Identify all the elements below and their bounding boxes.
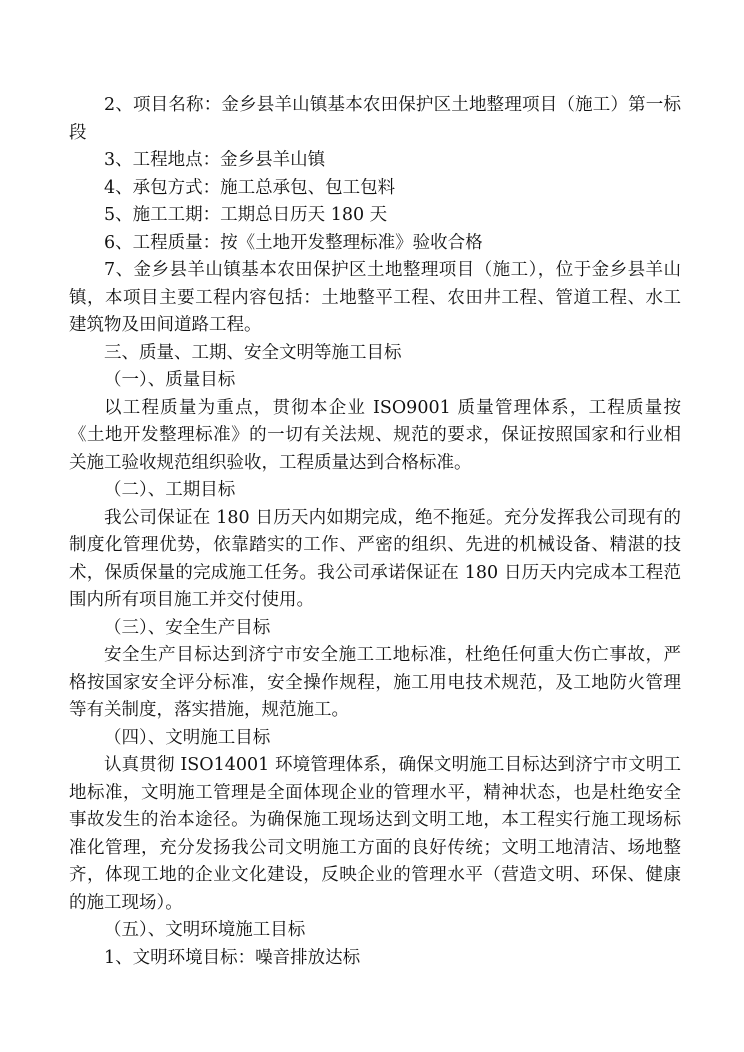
- subheading-environment-goal: （五）、文明环境施工目标: [104, 920, 306, 940]
- subheading-schedule-goal: （二）、工期目标: [104, 480, 236, 500]
- civilized-construction-paragraph: 认真贯彻 ISO14001 环境管理体系，确保文明施工目标达到济宁市文明工地标准，文明施工管理是全面体现企业的管理水平，精神状态，也是杜绝安全事故发生的治本途径。为确保施工现场达到文明工地，本工程实行施工现场标准化管理，充分发扬我公司文明施工方面的良好传统；文明工地清洁、场地整齐，体现工地的企业文化建设，反映企业的管理水平（营造文明、环保、健康的施工现场）。: [69, 755, 681, 913]
- document-body: [69, 92, 681, 972]
- subheading-safety-goal: （三）、安全生产目标: [104, 617, 271, 638]
- contract-method-paragraph: 4、承包方式：施工总承包、包工包料: [104, 177, 396, 198]
- quality-goal-paragraph: 以工程质量为重点，贯彻本企业 ISO9001 质量管理体系，工程质量按《土地开发整理标准》的一切有关法规、规范的要求，保证按照国家和行业相关施工验收规范组织验收，工程质量达到合格标准。: [69, 397, 681, 473]
- project-name-paragraph: 2、项目名称：金乡县羊山镇基本农田保护区土地整理项目（施工）第一标段: [69, 95, 681, 143]
- section-heading-goals: 三、质量、工期、安全文明等施工目标: [104, 342, 402, 363]
- subheading-quality-goal: （一）、质量目标: [104, 370, 236, 390]
- project-location-paragraph: 3、工程地点：金乡县羊山镇: [104, 150, 326, 170]
- environment-goal-item: 1、文明环境目标：噪音排放达标: [104, 947, 361, 968]
- quality-standard-paragraph: 6、工程质量：按《土地开发整理标准》验收合格: [104, 232, 483, 253]
- subheading-civilized-construction-goal: （四）、文明施工目标: [104, 727, 271, 748]
- safety-goal-paragraph: 安全生产目标达到济宁市安全施工工地标准，杜绝任何重大伤亡事故，严格按国家安全评分标准，安全操作规程，施工用电技术规范，及工地防火管理等有关制度，落实措施，规范施工。: [69, 645, 681, 720]
- construction-period-paragraph: 5、施工工期：工期总日历天 180 天: [104, 205, 388, 225]
- project-scope-paragraph: 7、金乡县羊山镇基本农田保护区土地整理项目（施工），位于金乡县羊山镇，本项目主要工程内容包括：土地整平工程、农田井工程、管道工程、水工建筑物及田间道路工程。: [69, 260, 681, 335]
- schedule-goal-paragraph: 我公司保证在 180 日历天内如期完成，绝不拖延。充分发挥我公司现有的制度化管理优势，依靠踏实的工作、严密的组织、先进的机械设备、精湛的技术，保质保量的完成施工任务。我公司承诺保证在 180 日历天内完成本工程范围内所有项目施工并交付使用。: [69, 507, 681, 610]
